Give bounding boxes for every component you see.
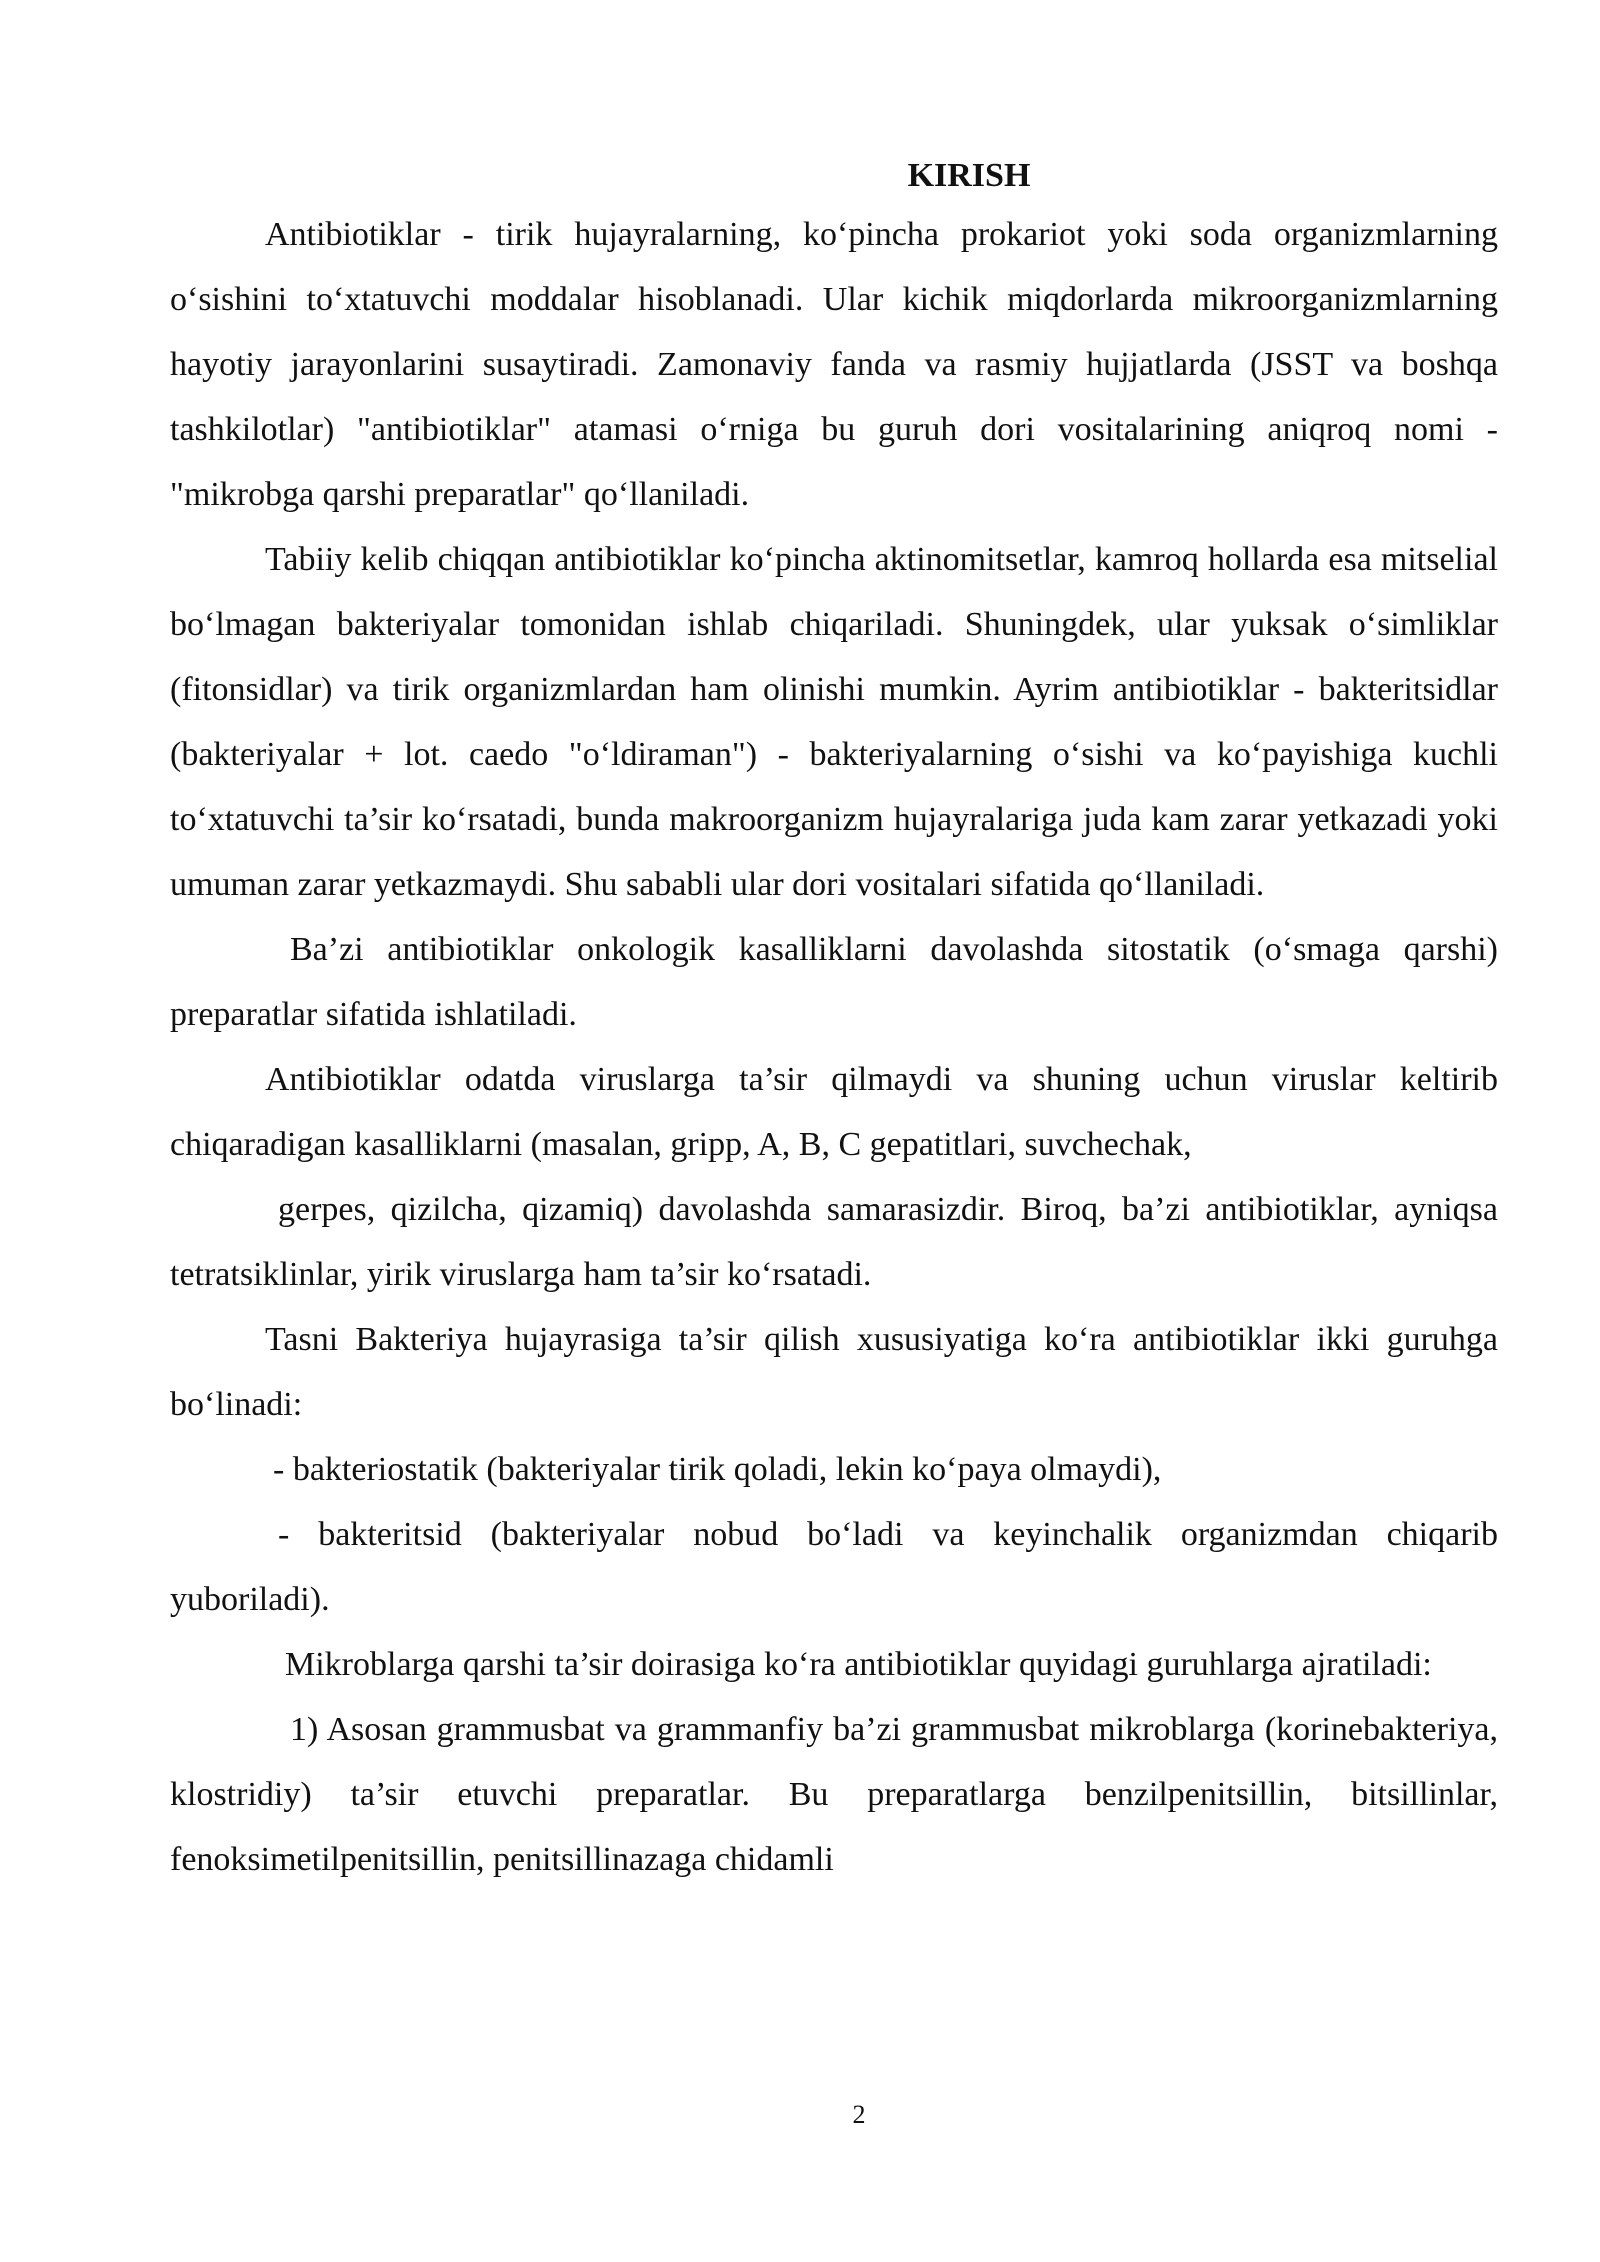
paragraph-group-one: 1) Asosan grammusbat va grammanfiy ba’zi grammusbat mikroblarga (korinebakteriya, klostridiy) ta’sir etuvchi preparatlar. Bu preparatlarga benzilpenitsillin, bitsillinlar, fenoksimetilpenitsillin, penitsillinazaga chidamli (170, 1711, 1498, 1878)
page-body (170, 150, 1498, 1892)
page-number: 2 (852, 2100, 866, 2129)
paragraph-viruses: Antibiotiklar odatda viruslarga ta’sir qilmaydi va shuning uchun viruslar keltirib chiqaradigan kasalliklarni (masalan, gripp, A, B, C gepatitlari, suvchechak, (170, 1061, 1498, 1163)
paragraph-natural-origin: Tabiiy kelib chiqqan antibiotiklar ko‘pincha aktinomitsetlar, kamroq hollarda esa mitselial bo‘lmagan bakteriyalar tomonidan ishlab chiqariladi. Shuningdek, ular yuksak o‘simliklar (fitonsidlar) va tirik organizmlardan ham olinishi mumkin. Ayrim antibiotiklar - bakteritsidlar (bakteriyalar + lot. caedo "o‘ldiraman") - bakteriyalarning o‘sishi va ko‘payishiga kuchli to‘xtatuvchi ta’sir ko‘rsatadi, bunda makroorganizm hujayralariga juda kam zarar yetkazadi yoki umuman zarar yetkazmaydi. Shu sababli ular dori vositalari sifatida qo‘llaniladi. (170, 541, 1498, 903)
paragraph-viruses-continued: gerpes, qizilcha, qizamiq) davolashda samarasizdir. Biroq, ba’zi antibiotiklar, ayniqsa tetratsiklinlar, yirik viruslarga ham ta’sir ko‘rsatadi. (170, 1191, 1498, 1293)
paragraph-oncology: Ba’zi antibiotiklar onkologik kasalliklarni davolashda sitostatik (o‘smaga qarshi) preparatlar sifatida ishlatiladi. (170, 931, 1498, 1033)
paragraph-classification: Tasni Bakteriya hujayrasiga ta’sir qilish xususiyatiga ko‘ra antibiotiklar ikki guruhga bo‘linadi: (170, 1321, 1498, 1423)
page-title: KIRISH (907, 157, 1031, 194)
list-item-bacteriostatic: - bakteriostatik (bakteriyalar tirik qoladi, lekin ko‘paya olmaydi), (273, 1451, 1162, 1488)
paragraph-definition: Antibiotiklar - tirik hujayralarning, ko‘pincha prokariot yoki soda organizmlarning o‘sishini to‘xtatuvchi moddalar hisoblanadi. Ular kichik miqdorlarda mikroorganizmlarning hayotiy jarayonlarini susaytiradi. Zamonaviy fanda va rasmiy hujjatlarda (JSST va boshqa tashkilotlar) "antibiotiklar" atamasi o‘rniga bu guruh dori vositalarining aniqroq nomi - "mikrobga qarshi preparatlar" qo‘llaniladi. (170, 216, 1498, 513)
list-item-bactericidal: - bakteritsid (bakteriyalar nobud bo‘ladi va keyinchalik organizmdan chiqarib yuboriladi). (170, 1516, 1498, 1618)
paragraph-spectrum: Mikroblarga qarshi ta’sir doirasiga ko‘ra antibiotiklar quyidagi guruhlarga ajratiladi: (285, 1646, 1432, 1683)
